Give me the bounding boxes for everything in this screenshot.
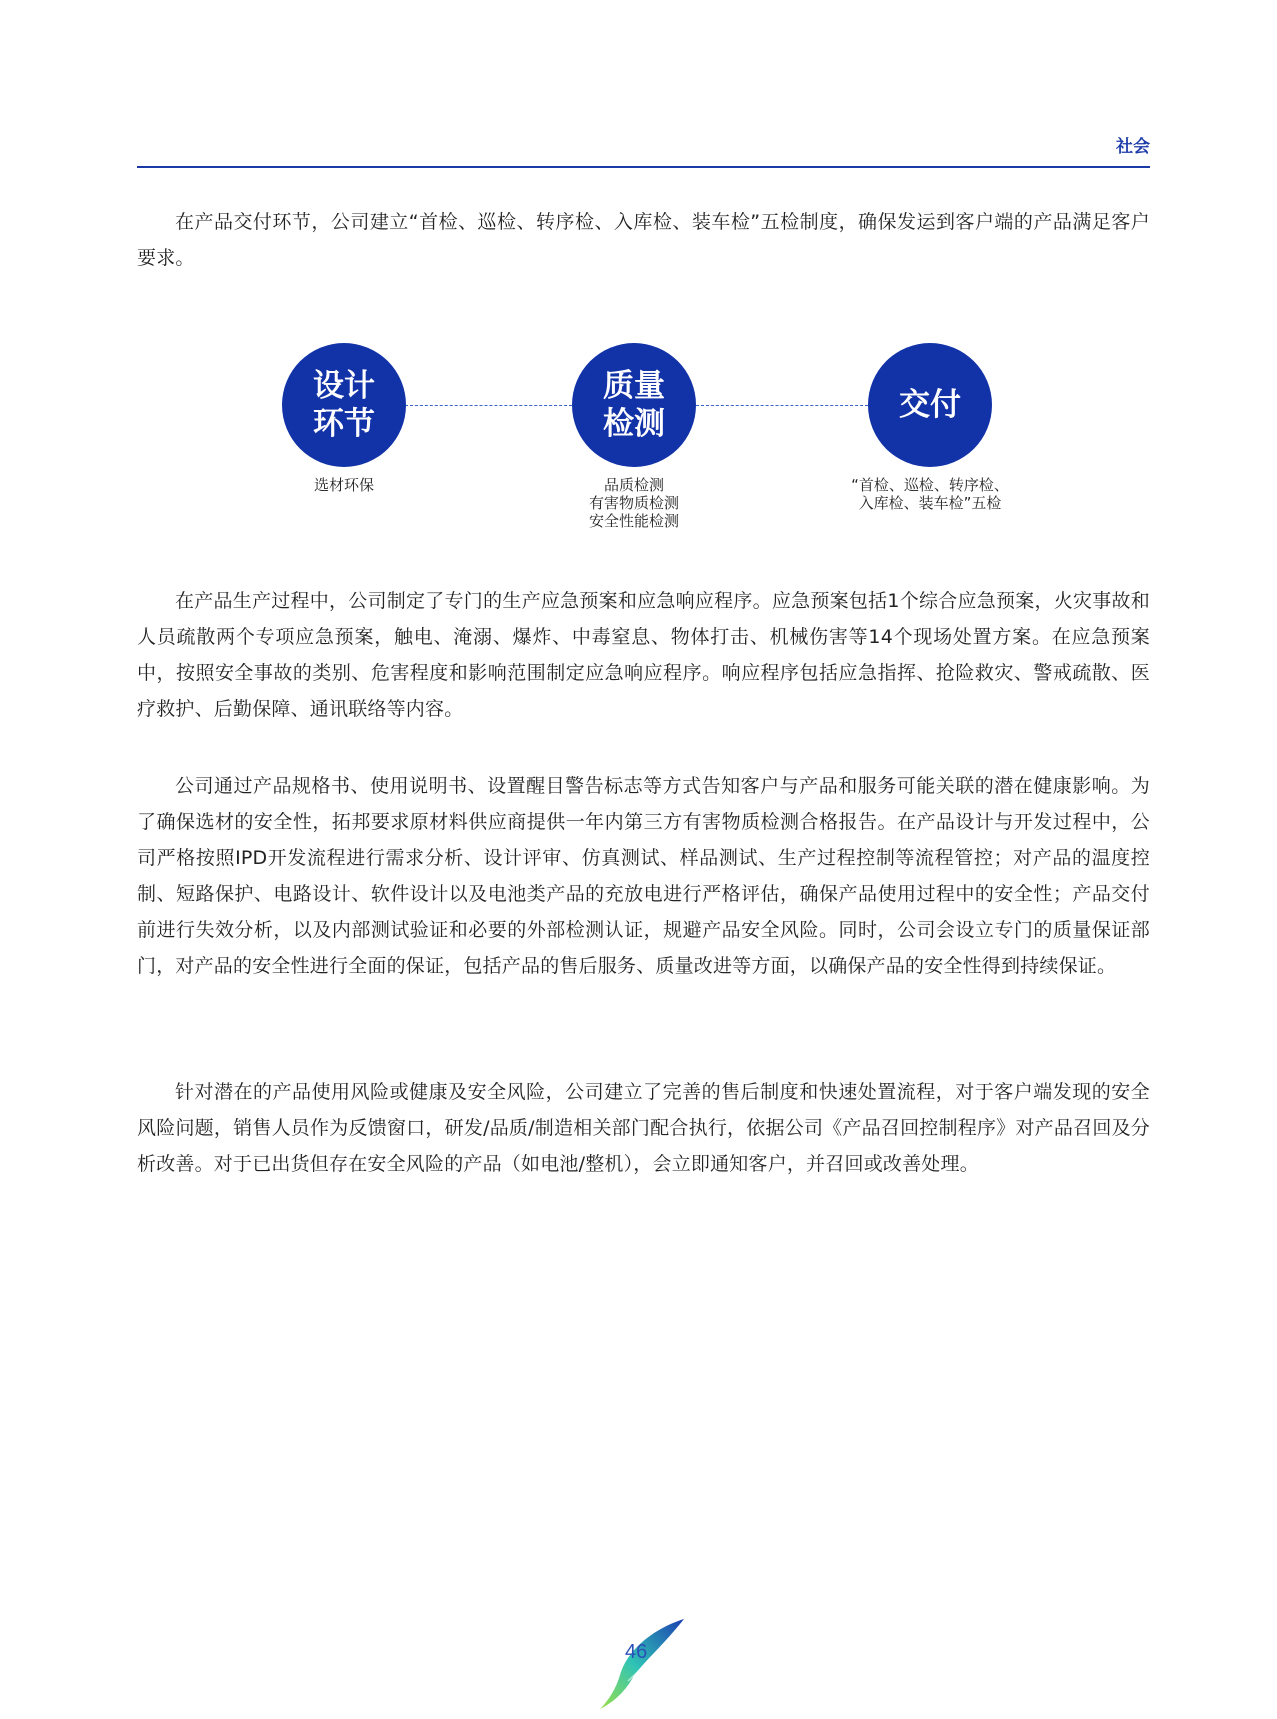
stage-quality-title-line: 质量 xyxy=(603,368,665,404)
stage-design-title-line: 设计 xyxy=(313,368,375,404)
caption-line: 入库检、装车检”五检 xyxy=(858,494,1002,512)
stage-delivery-caption xyxy=(820,476,1040,512)
paragraph-safety: 公司通过产品规格书、使用说明书、设置醒目警告标志等方式告知客户与产品和服务可能关联的潜在健康影响。为了确保选材的安全性，拓邦要求原材料供应商提供一年内第三方有害物质检测合格报告。在产品设计与开发过程中，公司严格按照IPD开发流程进行需求分析、设计评审、仿真测试、样品测试、生产过程控制等流程管控；对产品的温度控制、短路保护、电路设计、软件设计以及电池类产品的充放电进行严格评估，确保产品使用过程中的安全性；产品交付前进行失效分析，以及内部测试验证和必要的外部检测认证，规避产品安全风险。同时，公司会设立专门的质量保证部门，对产品的安全性进行全面的保证，包括产品的售后服务、质量改进等方面，以确保产品的安全性得到持续保证。 xyxy=(137,775,1150,977)
stage-quality-caption xyxy=(524,476,744,530)
caption-line: “首检、巡检、转序检、 xyxy=(851,476,1009,494)
paragraph-recall: 针对潜在的产品使用风险或健康及安全风险，公司建立了完善的售后制度和快速处置流程，对于客户端发现的安全风险问题，销售人员作为反馈窗口，研发/品质/制造相关部门配合执行，依据公司《产品召回控制程序》对产品召回及分析改善。对于已出货但存在安全风险的产品（如电池/整机），会立即通知客户，并召回或改善处理。 xyxy=(137,1081,1150,1175)
stage-design-circle xyxy=(282,343,406,467)
stage-delivery-circle xyxy=(868,343,992,467)
stage-design-title-line: 环节 xyxy=(313,406,375,442)
stage-quality-circle xyxy=(572,343,696,467)
leaf-logo-icon xyxy=(598,1617,688,1711)
connector-line xyxy=(405,405,572,406)
stage-delivery-title-line: 交付 xyxy=(899,387,961,423)
paragraph-emergency: 在产品生产过程中，公司制定了专门的生产应急预案和应急响应程序。应急预案包括1个综合应急预案，火灾事故和人员疏散两个专项应急预案，触电、淹溺、爆炸、中毒窒息、物体打击、机械伤害等14个现场处置方案。在应急预案中，按照安全事故的类别、危害程度和影响范围制定应急响应程序。响应程序包括应急指挥、抢险救灾、警戒疏散、医疗救护、后勤保障、通讯联络等内容。 xyxy=(137,590,1150,720)
connector-line xyxy=(696,405,868,406)
caption-line: 选材环保 xyxy=(313,476,374,494)
paragraph-delivery: 在产品交付环节，公司建立“首检、巡检、转序检、入库检、装车检”五检制度，确保发运到客户端的产品满足客户要求。 xyxy=(137,211,1150,269)
page-number: 46 xyxy=(625,1641,648,1663)
header-rule xyxy=(137,166,1150,168)
caption-line: 有害物质检测 xyxy=(588,494,679,512)
caption-line: 安全性能检测 xyxy=(588,512,679,530)
stage-design-caption xyxy=(234,476,454,494)
caption-line: 品质检测 xyxy=(603,476,664,494)
section-label: 社会 xyxy=(1116,137,1150,157)
stage-quality-title-line: 检测 xyxy=(603,406,665,442)
